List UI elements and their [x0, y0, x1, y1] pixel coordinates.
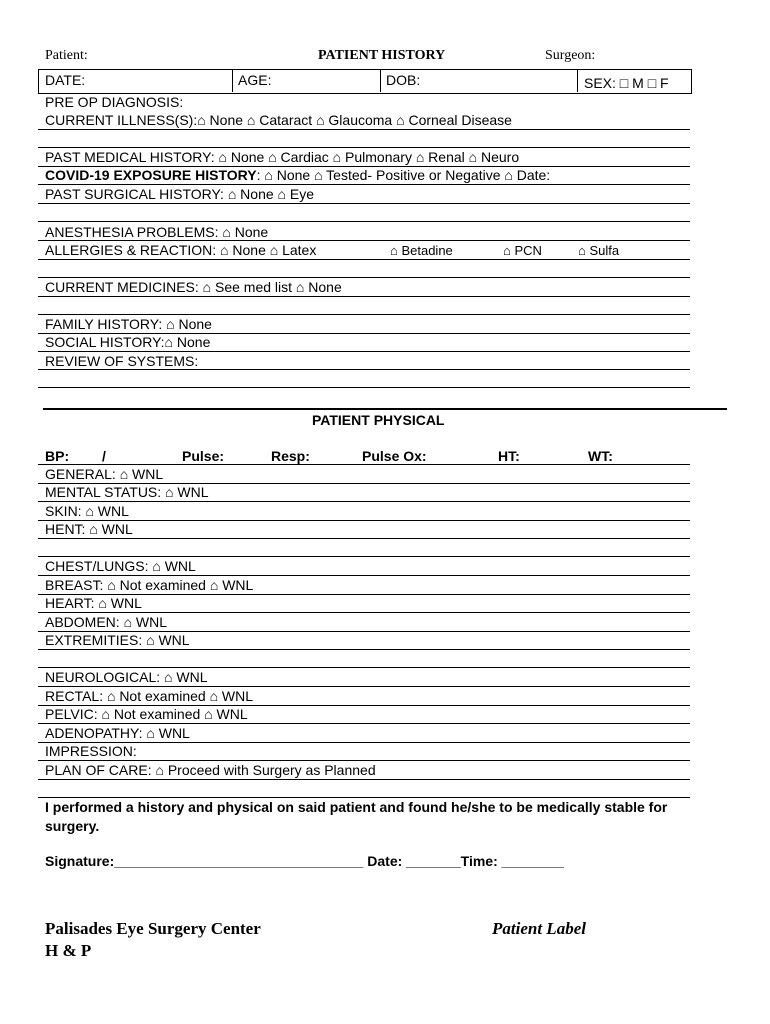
hent-exam: HENT: ⌂ WNL	[45, 521, 133, 537]
pre-op-diagnosis: PRE OP DIAGNOSIS:	[45, 94, 184, 110]
signature-line[interactable]: Signature:________________________________ Date: _______Time: ________	[45, 853, 564, 869]
center-name: Palisades Eye Surgery Center	[45, 919, 261, 938]
covid-exposure-history	[45, 167, 550, 183]
adenopathy-exam: ADENOPATHY: ⌂ WNL	[45, 725, 190, 741]
surgeon-label: Surgeon:	[545, 48, 596, 63]
form-code: H & P	[45, 941, 92, 960]
chest-lungs-exam: CHEST/LUNGS: ⌂ WNL	[45, 558, 196, 574]
current-medicines: CURRENT MEDICINES: ⌂ See med list ⌂ None	[45, 279, 342, 295]
mental-status: MENTAL STATUS: ⌂ WNL	[45, 484, 209, 500]
patient-label-area: Patient Label	[492, 919, 586, 938]
attestation-line-1: I performed a history and physical on said patient and found he/she to be medically stable for	[45, 799, 668, 815]
dob-field[interactable]: DOB:	[386, 72, 421, 88]
past-surgical-history: PAST SURGICAL HISTORY: ⌂ None ⌂ Eye	[45, 186, 315, 202]
anesthesia-problems: ANESTHESIA PROBLEMS: ⌂ None	[45, 224, 269, 240]
allergy-betadine: ⌂ Betadine	[390, 243, 453, 258]
allergy-sulfa: ⌂ Sulfa	[578, 243, 620, 258]
skin-exam: SKIN: ⌂ WNL	[45, 503, 129, 519]
heart-exam: HEART: ⌂ WNL	[45, 595, 142, 611]
abdomen-exam: ABDOMEN: ⌂ WNL	[45, 614, 168, 630]
divider	[232, 70, 233, 92]
height-field[interactable]: HT:	[498, 448, 520, 464]
physical-title: PATIENT PHYSICAL	[312, 412, 445, 428]
patient-label: Patient:	[45, 48, 88, 63]
rectal-exam: RECTAL: ⌂ Not examined ⌂ WNL	[45, 688, 254, 704]
age-field[interactable]: AGE:	[238, 72, 272, 88]
sex-field[interactable]: SEX: □ M □ F	[584, 75, 669, 91]
page-title: PATIENT HISTORY	[318, 48, 446, 63]
section-divider	[43, 408, 727, 410]
pulse-field[interactable]: Pulse:	[182, 448, 225, 464]
divider	[380, 70, 381, 92]
social-history: SOCIAL HISTORY:⌂ None	[45, 334, 211, 350]
resp-field[interactable]: Resp:	[271, 448, 310, 464]
pelvic-exam: PELVIC: ⌂ Not examined ⌂ WNL	[45, 706, 248, 722]
covid-options: : ⌂ None ⌂ Tested- Positive or Negative ⌂ Date:	[256, 167, 551, 183]
divider	[577, 70, 578, 92]
weight-field[interactable]: WT:	[588, 448, 613, 464]
allergies-reaction: ALLERGIES & REACTION: ⌂ None ⌂ Latex	[45, 242, 317, 258]
general-exam: GENERAL: ⌂ WNL	[45, 466, 164, 482]
impression: IMPRESSION:	[45, 743, 137, 759]
breast-exam: BREAST: ⌂ Not examined ⌂ WNL	[45, 577, 254, 593]
bp-slash: /	[102, 448, 106, 464]
current-illness: CURRENT ILLNESS(S):⌂ None ⌂ Cataract ⌂ Glaucoma ⌂ Corneal Disease	[45, 112, 512, 128]
date-field[interactable]: DATE:	[45, 72, 86, 88]
review-of-systems: REVIEW OF SYSTEMS:	[45, 353, 199, 369]
pulse-ox-field[interactable]: Pulse Ox:	[362, 448, 427, 464]
neurological-exam: NEUROLOGICAL: ⌂ WNL	[45, 669, 208, 685]
attestation-line-2: surgery.	[45, 818, 100, 834]
family-history: FAMILY HISTORY: ⌂ None	[45, 316, 212, 332]
plan-of-care: PLAN OF CARE: ⌂ Proceed with Surgery as Planned	[45, 762, 376, 778]
covid-label: COVID-19 EXPOSURE HISTORY	[45, 167, 257, 183]
bp-field[interactable]: BP:	[45, 448, 70, 464]
extremities-exam: EXTREMITIES: ⌂ WNL	[45, 632, 190, 648]
allergy-pcn: ⌂ PCN	[503, 243, 542, 258]
past-medical-history: PAST MEDICAL HISTORY: ⌂ None ⌂ Cardiac ⌂ Pulmonary ⌂ Renal ⌂ Neuro	[45, 149, 520, 165]
